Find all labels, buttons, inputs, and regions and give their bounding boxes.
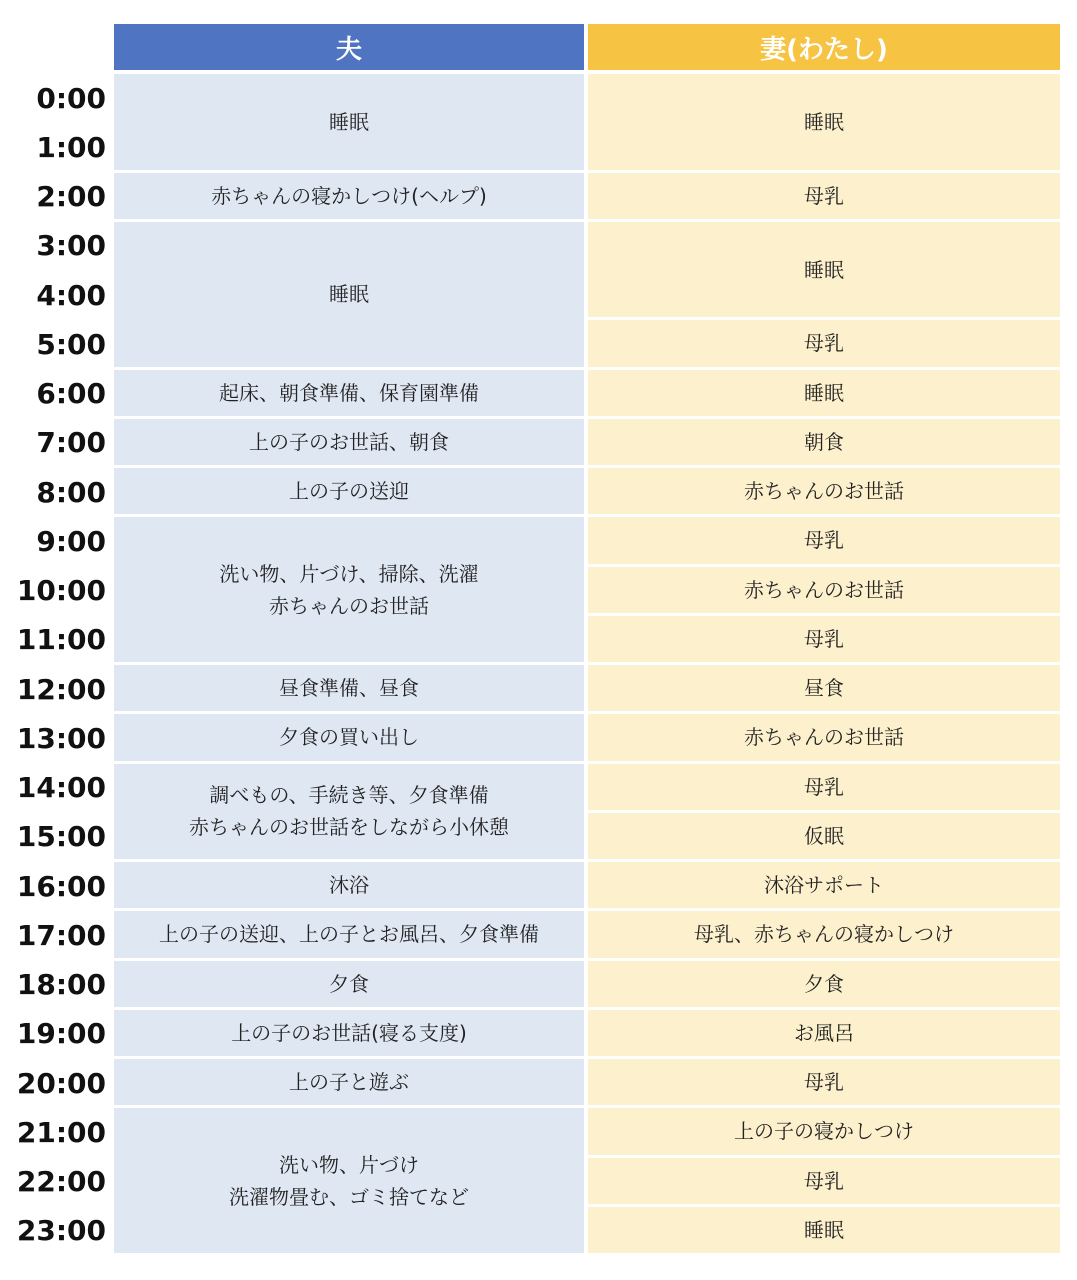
- wife-activity-cell: 睡眠: [588, 1207, 1060, 1253]
- wife-activity-cell: 上の子の寝かしつけ: [588, 1108, 1060, 1154]
- wife-activity-cell: 睡眠: [588, 74, 1060, 170]
- time-label: 12:00: [16, 672, 106, 706]
- wife-activity-cell: 仮眠: [588, 813, 1060, 859]
- time-label: 22:00: [16, 1165, 106, 1199]
- time-label: 23:00: [16, 1214, 106, 1248]
- time-label: 2:00: [36, 180, 106, 214]
- husband-activity-cell: 上の子のお世話、朝食: [114, 419, 584, 465]
- wife-activity-cell: 赤ちゃんのお世話: [588, 714, 1060, 760]
- time-label: 16:00: [16, 869, 106, 903]
- time-label: 19:00: [16, 1017, 106, 1051]
- time-label: 6:00: [36, 377, 106, 411]
- husband-activity-cell: 上の子の送迎、上の子とお風呂、夕食準備: [114, 911, 584, 957]
- time-label: 1:00: [36, 130, 106, 164]
- husband-activity-cell: 上の子と遊ぶ: [114, 1059, 584, 1105]
- time-label: 14:00: [16, 771, 106, 805]
- wife-activity-cell: 夕食: [588, 961, 1060, 1007]
- husband-activity-cell: 睡眠: [114, 222, 584, 367]
- husband-activity-cell: 起床、朝食準備、保育園準備: [114, 370, 584, 416]
- husband-activity-cell: 赤ちゃんの寝かしつけ(ヘルプ): [114, 173, 584, 219]
- time-label: 7:00: [36, 426, 106, 460]
- husband-activity-cell: 夕食: [114, 961, 584, 1007]
- wife-activity-cell: 母乳: [588, 517, 1060, 563]
- time-label: 3:00: [36, 229, 106, 263]
- header-husband: 夫: [114, 24, 584, 70]
- header-wife: 妻(わたし): [588, 24, 1060, 70]
- husband-activity-cell: 昼食準備、昼食: [114, 665, 584, 711]
- husband-activity-cell: 上の子のお世話(寝る支度): [114, 1010, 584, 1056]
- time-label: 9:00: [36, 524, 106, 558]
- time-label: 11:00: [16, 623, 106, 657]
- wife-activity-cell: 睡眠: [588, 370, 1060, 416]
- husband-activity-cell: 洗い物、片づけ 洗濯物畳む、ゴミ捨てなど: [114, 1108, 584, 1253]
- wife-activity-cell: 母乳、赤ちゃんの寝かしつけ: [588, 911, 1060, 957]
- time-label: 5:00: [36, 327, 106, 361]
- husband-activity-cell: 調べもの、手続き等、夕食準備 赤ちゃんのお世話をしながら小休憩: [114, 764, 584, 860]
- husband-activity-cell: 夕食の買い出し: [114, 714, 584, 760]
- wife-activity-cell: 母乳: [588, 320, 1060, 366]
- time-label: 18:00: [16, 968, 106, 1002]
- wife-activity-cell: 朝食: [588, 419, 1060, 465]
- time-label: 20:00: [16, 1066, 106, 1100]
- time-label: 4:00: [36, 278, 106, 312]
- time-label: 15:00: [16, 820, 106, 854]
- wife-activity-cell: 赤ちゃんのお世話: [588, 468, 1060, 514]
- wife-activity-cell: 昼食: [588, 665, 1060, 711]
- time-label: 17:00: [16, 918, 106, 952]
- time-label: 10:00: [16, 574, 106, 608]
- time-label: 13:00: [16, 721, 106, 755]
- wife-activity-cell: 母乳: [588, 1158, 1060, 1204]
- wife-activity-cell: 母乳: [588, 616, 1060, 662]
- husband-activity-cell: 洗い物、片づけ、掃除、洗濯 赤ちゃんのお世話: [114, 517, 584, 662]
- wife-activity-cell: 沐浴サポート: [588, 862, 1060, 908]
- husband-activity-cell: 沐浴: [114, 862, 584, 908]
- time-label: 21:00: [16, 1115, 106, 1149]
- wife-activity-cell: 母乳: [588, 1059, 1060, 1105]
- husband-activity-cell: 睡眠: [114, 74, 584, 170]
- wife-activity-cell: 母乳: [588, 173, 1060, 219]
- husband-activity-cell: 上の子の送迎: [114, 468, 584, 514]
- time-label: 0:00: [36, 81, 106, 115]
- wife-activity-cell: 母乳: [588, 764, 1060, 810]
- wife-activity-cell: 睡眠: [588, 222, 1060, 318]
- wife-activity-cell: お風呂: [588, 1010, 1060, 1056]
- wife-activity-cell: 赤ちゃんのお世話: [588, 567, 1060, 613]
- time-label: 8:00: [36, 475, 106, 509]
